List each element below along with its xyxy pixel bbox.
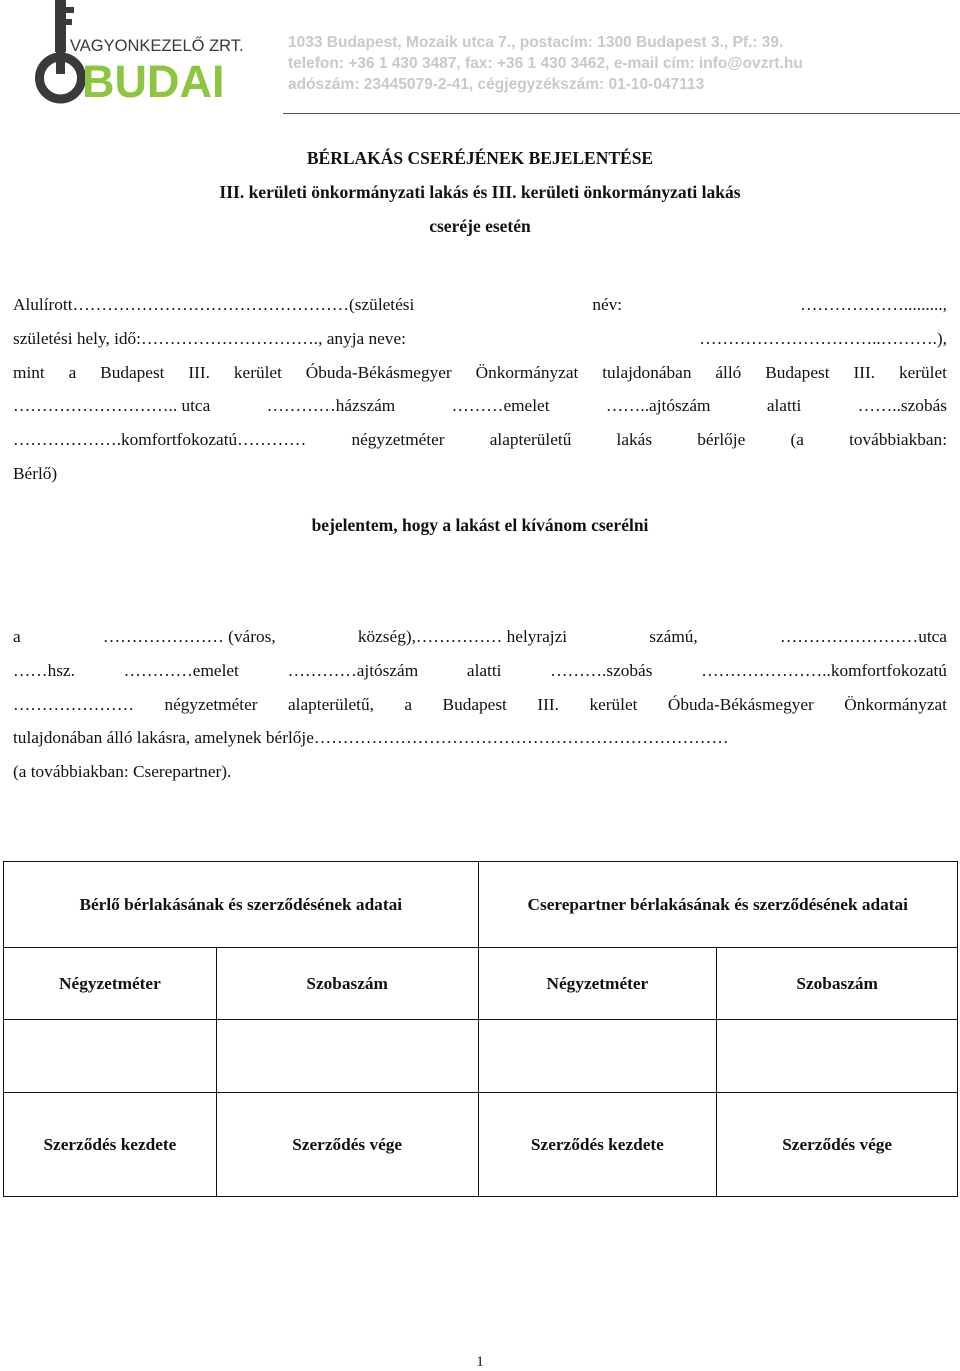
text-segment: Óbuda-Békásmegyer bbox=[667, 694, 814, 714]
text-segment: Alulírott…………………………………………(születési bbox=[13, 295, 415, 314]
text-segment: továbbiakban: bbox=[849, 430, 947, 450]
text-segment: lakás bbox=[616, 430, 653, 450]
title-line-2: III. kerületi önkormányzati lakás és III. kerületi önkormányzati lakás bbox=[219, 182, 741, 202]
text-segment: III. bbox=[188, 362, 210, 382]
tenant-rooms-label: Szobaszám bbox=[216, 948, 478, 1020]
text-line bbox=[13, 688, 947, 722]
partner-paragraph bbox=[13, 620, 947, 789]
text-line bbox=[13, 423, 947, 457]
text-segment: kerület bbox=[233, 362, 282, 382]
text-segment: …………………………..……….), bbox=[699, 328, 947, 348]
text-segment: alatti bbox=[466, 660, 502, 680]
text-line bbox=[13, 654, 947, 688]
title-line-3: cseréje esetén bbox=[429, 216, 531, 236]
text-segment: Budapest bbox=[100, 362, 165, 382]
text-segment: alapterületű bbox=[489, 430, 572, 450]
text-line bbox=[13, 288, 947, 322]
tenant-contract-end: Szerződés vége bbox=[216, 1093, 478, 1197]
text-segment: születési hely, idő:…………………………., anyja neve: bbox=[13, 328, 406, 348]
tenant-area-cell[interactable] bbox=[4, 1020, 217, 1093]
table-row bbox=[4, 1093, 958, 1197]
text-segment: tulajdonában bbox=[602, 362, 692, 382]
text-segment: mint bbox=[13, 362, 45, 382]
table-header-row bbox=[4, 862, 958, 948]
text-segment: III. bbox=[537, 694, 559, 714]
text-line bbox=[13, 755, 947, 789]
contact-address: 1033 Budapest, Mozaik utca 7., postacím: 1300 Budapest 3., Pf.: 39. bbox=[288, 34, 784, 51]
text-segment: ……..szobás bbox=[857, 396, 947, 416]
partner-contract-start: Szerződés kezdete bbox=[478, 1093, 717, 1197]
text-segment: Önkormányzat bbox=[844, 694, 947, 714]
tenant-rooms-cell[interactable] bbox=[216, 1020, 478, 1093]
text-segment: Óbuda-Békásmegyer bbox=[305, 362, 452, 382]
contact-info bbox=[288, 32, 803, 95]
text-segment: név: bbox=[592, 295, 623, 314]
text-segment: kerület bbox=[898, 362, 947, 382]
partner-contract-end: Szerződés vége bbox=[717, 1093, 958, 1197]
statement-text: bejelentem, hogy a lakást el kívánom cserélni bbox=[311, 515, 649, 535]
text-segment: kerület bbox=[589, 694, 638, 714]
table-row bbox=[4, 948, 958, 1020]
title-line-1: BÉRLAKÁS CSERÉJÉNEK BEJELENTÉSE bbox=[306, 148, 654, 168]
text-segment: alapterületű, bbox=[288, 694, 374, 714]
text-segment: a bbox=[68, 362, 77, 382]
text-segment: Budapest bbox=[765, 362, 830, 382]
text-segment: Bérlő) bbox=[13, 463, 58, 483]
partner-rooms-cell[interactable] bbox=[717, 1020, 958, 1093]
tenant-paragraph bbox=[13, 288, 947, 491]
text-line bbox=[13, 322, 947, 356]
partner-rooms-label: Szobaszám bbox=[717, 948, 958, 1020]
document-title bbox=[0, 146, 960, 243]
text-line bbox=[13, 389, 947, 423]
text-segment: …………házszám bbox=[266, 396, 396, 416]
text-segment: ……..ajtószám bbox=[605, 396, 711, 416]
text-segment: (a továbbiakban: Cserepartner). bbox=[13, 762, 232, 782]
text-segment: ……….szobás bbox=[550, 660, 653, 680]
text-segment: ………………........., bbox=[800, 295, 947, 314]
text-segment: álló bbox=[715, 362, 742, 382]
text-segment: ……………….komfortfokozatú………… bbox=[13, 430, 307, 450]
text-segment: III. bbox=[853, 362, 876, 382]
text-segment: ………emelet bbox=[451, 396, 550, 416]
company-name-text: VAGYONKEZELŐ ZRT. bbox=[70, 37, 244, 55]
text-segment: ………………… (város, bbox=[102, 627, 276, 646]
company-logo bbox=[34, 0, 249, 104]
table-row bbox=[4, 1020, 958, 1093]
text-segment: …………emelet bbox=[123, 660, 239, 680]
text-segment: a bbox=[13, 627, 21, 646]
contact-tax-registration: adószám: 23445079-2-41, cégjegyzékszám: 01-10-047113 bbox=[288, 76, 705, 93]
header-tenant-data: Bérlő bérlakásának és szerződésének adatai bbox=[4, 862, 479, 948]
text-line bbox=[13, 721, 947, 755]
text-segment: község),…………… helyrajzi bbox=[357, 627, 568, 646]
tenant-area-label: Négyzetméter bbox=[4, 948, 217, 1020]
text-line bbox=[13, 620, 947, 654]
text-segment: tulajdonában álló lakásra, amelynek bérlője……………………………………………………………… bbox=[13, 728, 729, 748]
tenant-contract-start: Szerződés kezdete bbox=[4, 1093, 217, 1197]
text-segment: Budapest bbox=[442, 694, 507, 714]
partner-area-cell[interactable] bbox=[478, 1020, 717, 1093]
page-number: 1 bbox=[476, 1354, 484, 1370]
header-divider bbox=[283, 113, 960, 114]
header-partner-data: Cserepartner bérlakásának és szerződésének adatai bbox=[478, 862, 958, 948]
text-segment: számú, bbox=[649, 627, 698, 646]
exchange-data-table bbox=[3, 861, 958, 1197]
text-segment: (a bbox=[790, 430, 804, 450]
text-segment: ……………………….. utca bbox=[13, 396, 211, 416]
text-segment: négyzetméter bbox=[351, 430, 445, 450]
text-segment: Önkormányzat bbox=[475, 362, 579, 382]
text-segment: a bbox=[404, 694, 413, 714]
text-segment: bérlője bbox=[697, 430, 746, 450]
partner-area-label: Négyzetméter bbox=[478, 948, 717, 1020]
text-segment: alatti bbox=[766, 396, 802, 416]
key-logo-icon bbox=[34, 0, 249, 104]
text-segment: …………ajtószám bbox=[287, 660, 419, 680]
text-segment: négyzetméter bbox=[164, 694, 258, 714]
text-segment: ……hsz. bbox=[13, 660, 75, 680]
text-segment: ………………… bbox=[13, 694, 134, 714]
text-segment: ……………………utca bbox=[779, 627, 947, 646]
text-segment: …………………..komfortfokozatú bbox=[701, 660, 947, 680]
text-line bbox=[13, 457, 947, 491]
text-line bbox=[13, 356, 947, 390]
contact-phone-email: telefon: +36 1 430 3487, fax: +36 1 430 3462, e-mail cím: info@ovzrt.hu bbox=[288, 55, 803, 72]
brand-name-text: BUDAI bbox=[82, 56, 225, 104]
